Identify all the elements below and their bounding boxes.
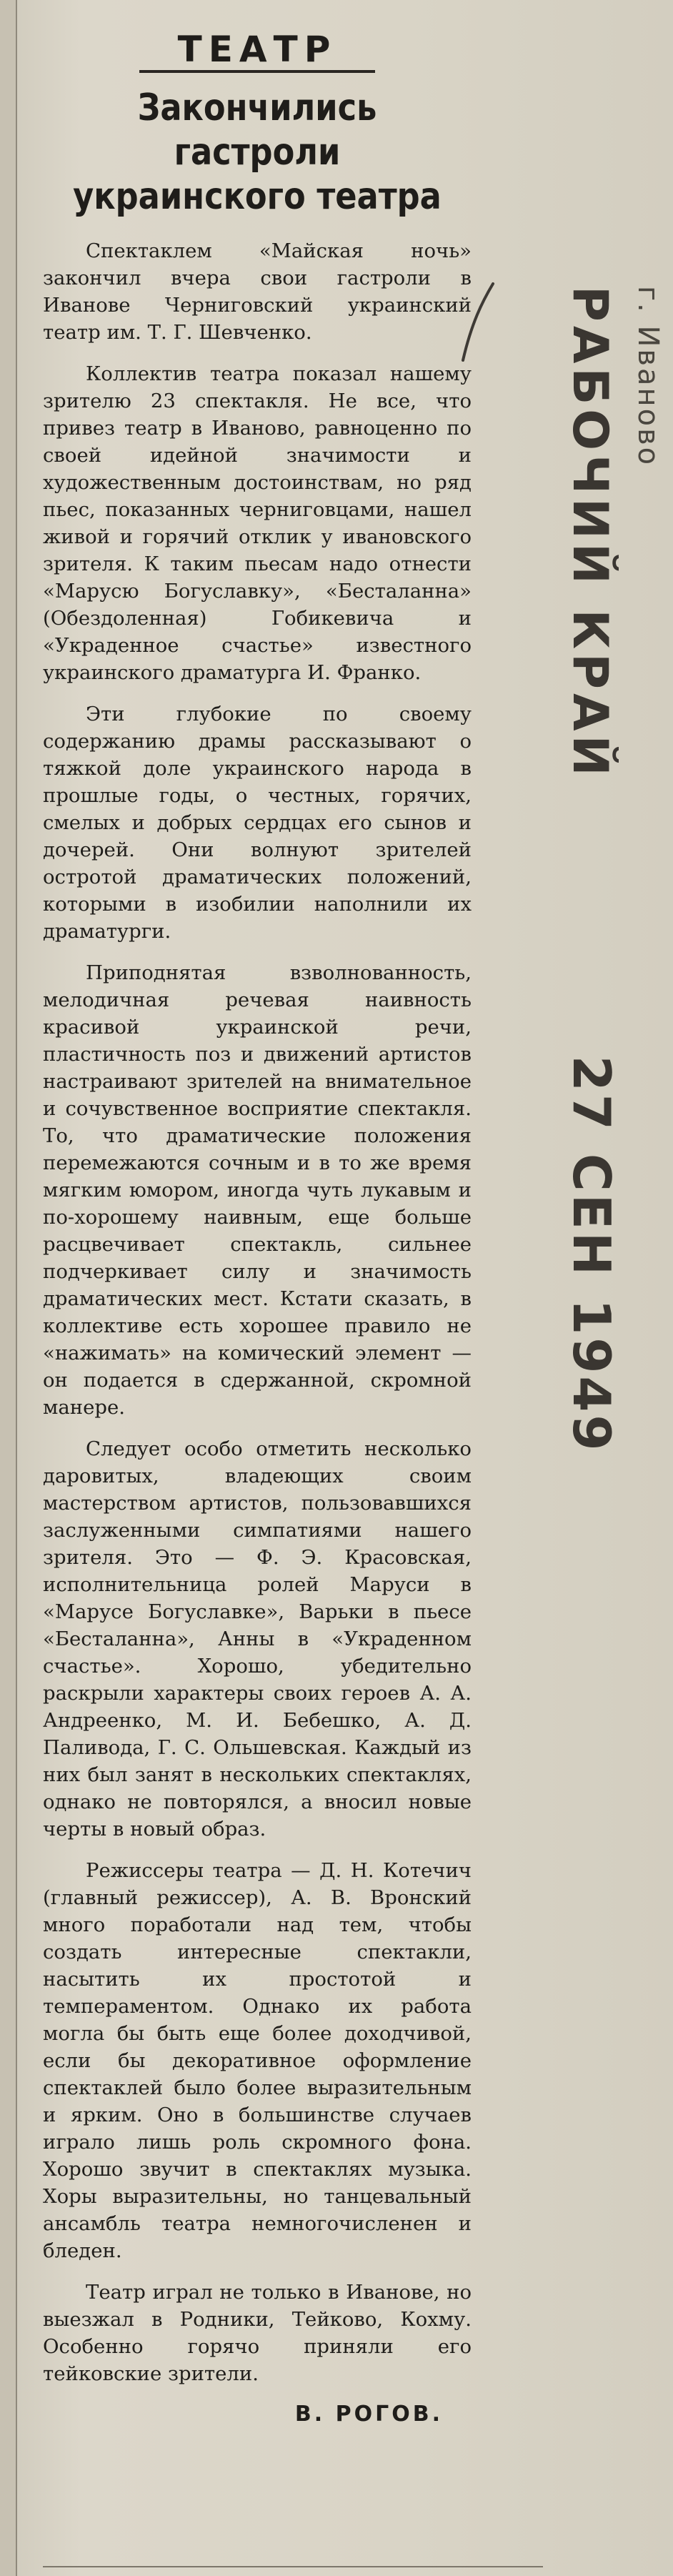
- article-headline: Закончились гастроли украинского театра: [73, 86, 442, 218]
- section-rubric: ТЕАТР: [139, 29, 375, 73]
- article-column: [43, 29, 472, 2427]
- article-paragraph: Коллектив театра показал нашему зрителю 23 спектакля. Не все, что привез театр в Иваново, равноценно по своей идейной значимости и художественным достоинствам, но ряд пьес, показанных черниговцами, нашел живой и горячий отклик у ивановского зрителя. К таким пьесам надо отнести «Марусю Богуславку», «Бесталанна» (Обездоленная) Гобикевича и «Украденное счастье» известного украинского драматурга И. Франко.: [43, 362, 472, 684]
- stamp-newspaper-name: РАБОЧИЙ КРАЙ: [562, 286, 618, 781]
- article-paragraph: Режиссеры театра — Д. Н. Котечич (главный режиссер), А. В. Вронский много поработали над тем, чтобы создать интересные спектакли, насытить их простотой и темпераментом. Однако их работа могла бы быть еще более доходчивой, если бы декоративное оформление спектаклей было более выразительным и ярким. Оно в большинстве случаев играло лишь роль скромного фона. Хорошо звучит в спектаклях музыка. Хоры выразительны, но танцевальный ансамбль театра немногочисленен и бледен.: [43, 1859, 472, 2262]
- bottom-divider: [43, 2566, 543, 2567]
- article-paragraph: Приподнятая взволнованность, мелодичная речевая наивность красивой украинской речи, пластичность поз и движений артистов настраивают зрителей на внимательное и сочувственное восприятие спектакля. То, что драматические положения перемежаются сочным и в то же время мягким юмором, иногда чуть лукавым и по-хорошему наивным, еще больше расцвечивает спектакль, сильнее подчеркивает силу и значимость драматических мест. Кстати сказать, в коллективе есть хорошее правило не «нажимать» на комический элемент — он подается в сдержанной, скромной манере.: [43, 961, 472, 1419]
- author-signature: В. РОГОВ.: [294, 2402, 443, 2427]
- article-paragraph: Спектаклем «Майская ночь» закончил вчера свои гастроли в Иванове Черниговский украинский театр им. Т. Г. Шевченко.: [43, 239, 472, 344]
- stamp-date: 27 СЕН 1949: [562, 1055, 622, 1454]
- article-paragraph: Эти глубокие по своему содержанию драмы рассказывают о тяжкой доле украинского народа в прошлые годы, о честных, горячих, смелых и добрых сердцах его сынов и дочерей. Они волнуют зрителей остротой драматических положений, которыми в изобилии наполнили их драматурги.: [43, 703, 472, 943]
- stamp-city: г. Иваново: [632, 286, 664, 467]
- pencil-check-mark: [457, 280, 500, 366]
- article-paragraph: Следует особо отметить несколько даровитых, владеющих своим мастерством артистов, пользовавшихся заслуженными симпатиями нашего зрителя. Это — Ф. Э. Красовская, исполнительница ролей Маруси в «Марусе Богуславке», Варьки в пьесе «Бесталанна», Анны в «Украденном счастье». Хорошо, убедительно раскрыли характеры своих героев А. А. Андреенко, М. И. Бебешко, А. Д. Паливода, Г. С. Ольшевская. Каждый из них был занят в нескольких спектаклях, однако не повторялся, а вносил новые черты в новый образ.: [43, 1437, 472, 1841]
- newspaper-stamp: [562, 286, 664, 1454]
- clipping-edge: [0, 0, 17, 2576]
- article-paragraph: Театр играл не только в Иванове, но выезжал в Родники, Тейково, Кохму. Особенно горячо приняли его тейковские зрители.: [43, 2281, 472, 2385]
